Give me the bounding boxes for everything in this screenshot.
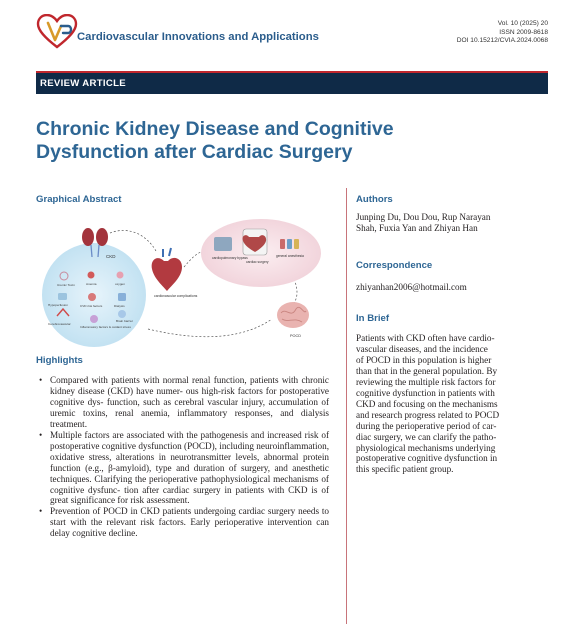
- highlight-item: [39, 430, 329, 507]
- title-line: Chronic Kidney Disease and Cognitive: [36, 118, 394, 140]
- brief-line: diac surgery, we can clarify the patho-: [356, 431, 497, 442]
- surgery-label: general anesthesia: [276, 254, 304, 258]
- in-brief-text: [356, 333, 546, 475]
- authors-heading: Authors: [356, 194, 393, 205]
- highlight-text-line: function, such as cerebral vascular injury, accumulation: [106, 396, 318, 407]
- graphical-abstract-figure: [36, 209, 336, 347]
- doi-line[interactable]: DOI 10.15212/CVIA.2024.0068: [456, 37, 548, 45]
- highlight-text-line: and dialysis treatment.: [50, 407, 329, 429]
- issn-line: ISSN 2009-8618: [499, 28, 548, 36]
- article-title: [36, 118, 506, 163]
- brief-line: during the perioperative period of car-: [356, 420, 497, 431]
- highlight-text-line: Prevention of POCD in CKD patients undergoing cardiac: [50, 506, 266, 517]
- highlight-text-line: tion after cardiac surgery in patients with CKD is of great: [50, 484, 330, 506]
- highlight-text-line: significance for risk assessment.: [70, 495, 190, 506]
- highlight-text-line: and increased risk of postoperative cognitive dysfunction: [50, 429, 329, 451]
- cardio-complications-label: cardiovascular complications: [154, 294, 198, 298]
- highlights-heading: Highlights: [36, 355, 83, 366]
- anesthesia-icon: [280, 239, 299, 249]
- highlight-text-line: pathophysiological mechanisms of cognitive dysfunc-: [50, 473, 329, 495]
- highlight-text-line: perioperative intervention can delay cognitive decline.: [50, 517, 329, 539]
- graphical-abstract-heading: Graphical Abstract: [36, 194, 122, 205]
- heart-icon: [152, 248, 182, 291]
- factor-label: Brain barrier: [116, 319, 134, 323]
- brief-line: vascular diseases, and the incidence: [356, 343, 488, 354]
- journal-name: Cardiovascular Innovations and Applications: [77, 31, 319, 43]
- title-line: Dysfunction after Cardiac Surgery: [36, 140, 353, 163]
- ckd-label: CKD: [106, 254, 116, 259]
- factor-label: Dialysis: [114, 304, 125, 308]
- factor-label: Cerebrovascular: [48, 322, 71, 326]
- brain-icon: [277, 302, 309, 328]
- hypoperfusion-icon: [58, 293, 67, 300]
- correspondence-heading: Correspondence: [356, 260, 433, 271]
- brief-line: and research progress related to POCD: [356, 409, 500, 420]
- highlights-list: [39, 375, 329, 539]
- pocd-label: POCD: [290, 334, 301, 338]
- factor-label: oxygen: [115, 282, 125, 286]
- authors-list: [356, 212, 546, 234]
- highlight-text-line: (POCD), including neuroinflammation, oxidative stress,: [50, 440, 330, 462]
- bypass-machine-icon: [214, 237, 232, 251]
- brief-line: CKD and focusing on the mechanisms: [356, 398, 498, 409]
- brief-line: physiological mechanisms underlying: [356, 442, 496, 453]
- oxygen-icon: [117, 272, 124, 279]
- journal-header: [36, 14, 548, 52]
- factor-label: Anemia: [86, 282, 97, 286]
- highlight-text-line: Compared with patients with normal renal function,: [50, 375, 247, 385]
- flow-arrow: [184, 251, 204, 267]
- highlight-text-line: of uremic toxins, renal anemia, inflammatory responses,: [50, 396, 330, 418]
- flow-arrow: [110, 230, 156, 251]
- authors-line: Shah, Fuxia Yan and Zhiyan Han: [356, 222, 478, 233]
- anemia-icon: [88, 272, 95, 279]
- flow-arrow: [294, 279, 297, 303]
- correspondence-email-link[interactable]: zhiyanhan2006@hotmail.com: [356, 282, 467, 292]
- flow-arrow: [148, 319, 272, 337]
- surgery-label: cardiac surgery: [246, 260, 269, 264]
- brief-line: Patients with CKD often have cardio-: [356, 333, 495, 343]
- brief-line: cognitive dysfunction in patients with: [356, 387, 495, 398]
- volume-line: Vol. 10 (2025) 20: [497, 20, 548, 27]
- factor-label: CVD risk factors: [80, 304, 103, 308]
- highlight-text-line: function (e.g., β-amyloid), type and duration of surgery,: [50, 462, 271, 473]
- brief-line: postoperative cognitive dysfunction in: [356, 453, 498, 464]
- article-type-band: [36, 71, 548, 94]
- journal-logo-icon: [36, 14, 78, 50]
- highlight-text-line: alterations in neurotransmitter levels, abnormal protein: [115, 451, 330, 462]
- factor-label: Inflammatory factors & oxidant stress: [80, 325, 131, 329]
- column-divider: [346, 188, 347, 624]
- bbb-icon: [118, 310, 126, 318]
- brief-line: of POCD in this population is higher: [356, 354, 492, 365]
- dialysis-icon: [118, 293, 126, 301]
- highlight-text-line: patients with chronic kidney disease (CKD) have numer-: [50, 375, 329, 396]
- highlight-text-line: surgery needs to start with the relevant risk factors. Early: [50, 506, 329, 528]
- highlight-text-line: Multiple factors are associated with the pathogenesis: [50, 429, 249, 440]
- authors-line: Junping Du, Dou Dou, Rup Narayan: [356, 212, 491, 222]
- highlight-text-line: ous high-risk factors for postoperative cognitive dys-: [50, 385, 329, 407]
- highlight-item: [39, 375, 329, 430]
- brief-line: this specific patient group.: [356, 464, 454, 475]
- inflammation-icon: [90, 315, 98, 323]
- factor-label: Uremic Toxin: [57, 283, 75, 287]
- surgery-label: cardiopulmonary bypass: [212, 256, 248, 260]
- highlight-item: [39, 506, 329, 539]
- factor-label: Hypoperfusion: [48, 303, 68, 307]
- in-brief-heading: In Brief: [356, 313, 390, 324]
- brief-line: than that in the general population. By: [356, 365, 498, 376]
- article-type-label: REVIEW ARTICLE: [40, 78, 126, 89]
- article-metadata: [457, 20, 548, 46]
- highlight-text-line: and anesthetic techniques. Clarifying the perioperative: [50, 462, 330, 484]
- cvd-risk-icon: [88, 293, 96, 301]
- brief-line: reviewing the multiple risk factors for: [356, 376, 496, 387]
